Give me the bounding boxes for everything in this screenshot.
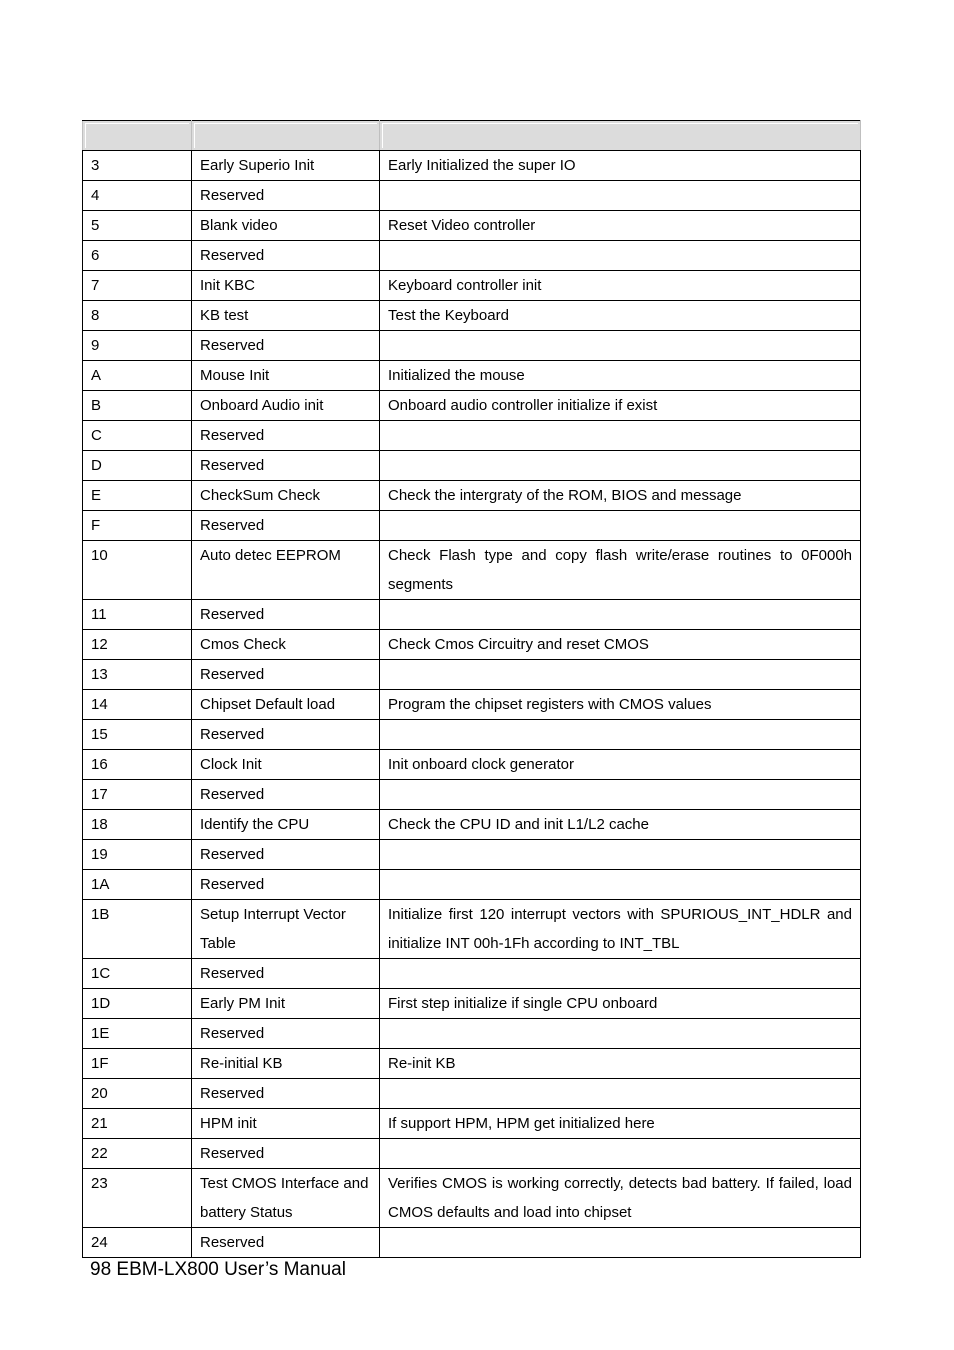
code-cell: 3 [83,151,192,181]
description-cell: Initialize first 120 interrupt vectors with SPURIOUS_INT_HDLR and initialize INT 00h-1Fh according to INT_TBL [380,900,861,959]
description-cell: Check the CPU ID and init L1/L2 cache [380,810,861,840]
name-cell: Reserved [192,870,380,900]
table-row [83,1049,861,1079]
description-cell [380,181,861,211]
description-cell [380,600,861,630]
page-footer: 98 EBM-LX800 User’s Manual [90,1259,346,1280]
description-cell: Check Cmos Circuitry and reset CMOS [380,630,861,660]
name-cell: Reserved [192,780,380,810]
code-cell: 13 [83,660,192,690]
code-cell: 9 [83,331,192,361]
table-row [83,181,861,211]
table-row [83,271,861,301]
name-cell: Reserved [192,600,380,630]
code-cell: 11 [83,600,192,630]
description-cell [380,720,861,750]
code-cell: 20 [83,1079,192,1109]
code-cell: 1D [83,989,192,1019]
name-cell: HPM init [192,1109,380,1139]
table-body [83,151,861,1258]
description-cell: If support HPM, HPM get initialized here [380,1109,861,1139]
name-cell: Reserved [192,1079,380,1109]
name-cell: Setup Interrupt Vector Table [192,900,380,959]
description-cell [380,660,861,690]
header-cell-name [192,121,380,151]
table-row [83,840,861,870]
name-cell: Test CMOS Interface and battery Status [192,1169,380,1228]
name-cell: Reserved [192,1228,380,1258]
code-cell: 7 [83,271,192,301]
name-cell: Early PM Init [192,989,380,1019]
table-row [83,391,861,421]
name-cell: Reserved [192,331,380,361]
name-cell: Chipset Default load [192,690,380,720]
code-cell: 16 [83,750,192,780]
table-row [83,541,861,600]
table-row [83,511,861,541]
header-cell-description [380,121,861,151]
name-cell: Reserved [192,959,380,989]
name-cell: Identify the CPU [192,810,380,840]
description-cell [380,870,861,900]
table-row [83,900,861,959]
code-cell: 1E [83,1019,192,1049]
code-cell: 12 [83,630,192,660]
description-cell [380,1228,861,1258]
code-cell: F [83,511,192,541]
table-row [83,1109,861,1139]
table-row [83,331,861,361]
name-cell: Init KBC [192,271,380,301]
description-cell [380,421,861,451]
code-cell: D [83,451,192,481]
table-row [83,241,861,271]
table-row [83,1019,861,1049]
code-cell: 15 [83,720,192,750]
name-cell: Reserved [192,451,380,481]
table-header [83,121,861,151]
code-cell: 1C [83,959,192,989]
name-cell: KB test [192,301,380,331]
post-code-table [82,120,861,1258]
description-cell: Check Flash type and copy flash write/erase routines to 0F000h segments [380,541,861,600]
header-row [83,121,861,151]
description-cell: First step initialize if single CPU onboard [380,989,861,1019]
description-cell [380,241,861,271]
name-cell: Reserved [192,840,380,870]
table-row [83,750,861,780]
code-cell: 1A [83,870,192,900]
name-cell: Re-initial KB [192,1049,380,1079]
code-cell: C [83,421,192,451]
description-cell: Initialized the mouse [380,361,861,391]
description-cell: Program the chipset registers with CMOS values [380,690,861,720]
code-cell: 1F [83,1049,192,1079]
table-row [83,211,861,241]
table-row [83,151,861,181]
name-cell: Reserved [192,241,380,271]
code-cell: 24 [83,1228,192,1258]
code-cell: 17 [83,780,192,810]
description-cell: Test the Keyboard [380,301,861,331]
table-row [83,630,861,660]
table-row [83,361,861,391]
code-cell: 8 [83,301,192,331]
code-cell: 23 [83,1169,192,1228]
name-cell: Reserved [192,720,380,750]
description-cell [380,959,861,989]
description-cell [380,780,861,810]
description-cell [380,331,861,361]
description-cell [380,840,861,870]
code-cell: 1B [83,900,192,959]
description-cell [380,1139,861,1169]
table-row [83,660,861,690]
description-cell: Re-init KB [380,1049,861,1079]
name-cell: Blank video [192,211,380,241]
code-cell: 5 [83,211,192,241]
code-cell: 6 [83,241,192,271]
code-cell: 10 [83,541,192,600]
description-cell: Early Initialized the super IO [380,151,861,181]
name-cell: CheckSum Check [192,481,380,511]
name-cell: Reserved [192,421,380,451]
code-cell: A [83,361,192,391]
table-row [83,600,861,630]
name-cell: Reserved [192,511,380,541]
table-row [83,481,861,511]
description-cell [380,451,861,481]
description-cell [380,1019,861,1049]
name-cell: Reserved [192,1019,380,1049]
name-cell: Early Superio Init [192,151,380,181]
table-row [83,720,861,750]
table-row [83,1139,861,1169]
table-row [83,301,861,331]
table-row [83,421,861,451]
code-cell: E [83,481,192,511]
name-cell: Auto detec EEPROM [192,541,380,600]
name-cell: Cmos Check [192,630,380,660]
name-cell: Onboard Audio init [192,391,380,421]
name-cell: Clock Init [192,750,380,780]
name-cell: Reserved [192,1139,380,1169]
code-cell: 18 [83,810,192,840]
description-cell: Reset Video controller [380,211,861,241]
table-row [83,690,861,720]
description-cell [380,1079,861,1109]
table-row [83,1169,861,1228]
description-cell: Init onboard clock generator [380,750,861,780]
table-row [83,451,861,481]
header-cell-code [83,121,192,151]
code-cell: 21 [83,1109,192,1139]
code-cell: B [83,391,192,421]
name-cell: Reserved [192,181,380,211]
table-row [83,810,861,840]
table-row [83,959,861,989]
code-cell: 4 [83,181,192,211]
name-cell: Reserved [192,660,380,690]
table-row [83,1228,861,1258]
code-cell: 14 [83,690,192,720]
table-row [83,870,861,900]
table-row [83,1079,861,1109]
description-cell: Check the intergraty of the ROM, BIOS and message [380,481,861,511]
description-cell: Verifies CMOS is working correctly, detects bad battery. If failed, load CMOS defaults and load into chipset [380,1169,861,1228]
code-cell: 22 [83,1139,192,1169]
table-row [83,780,861,810]
description-cell [380,511,861,541]
description-cell: Onboard audio controller initialize if exist [380,391,861,421]
name-cell: Mouse Init [192,361,380,391]
code-cell: 19 [83,840,192,870]
table-row [83,989,861,1019]
description-cell: Keyboard controller init [380,271,861,301]
